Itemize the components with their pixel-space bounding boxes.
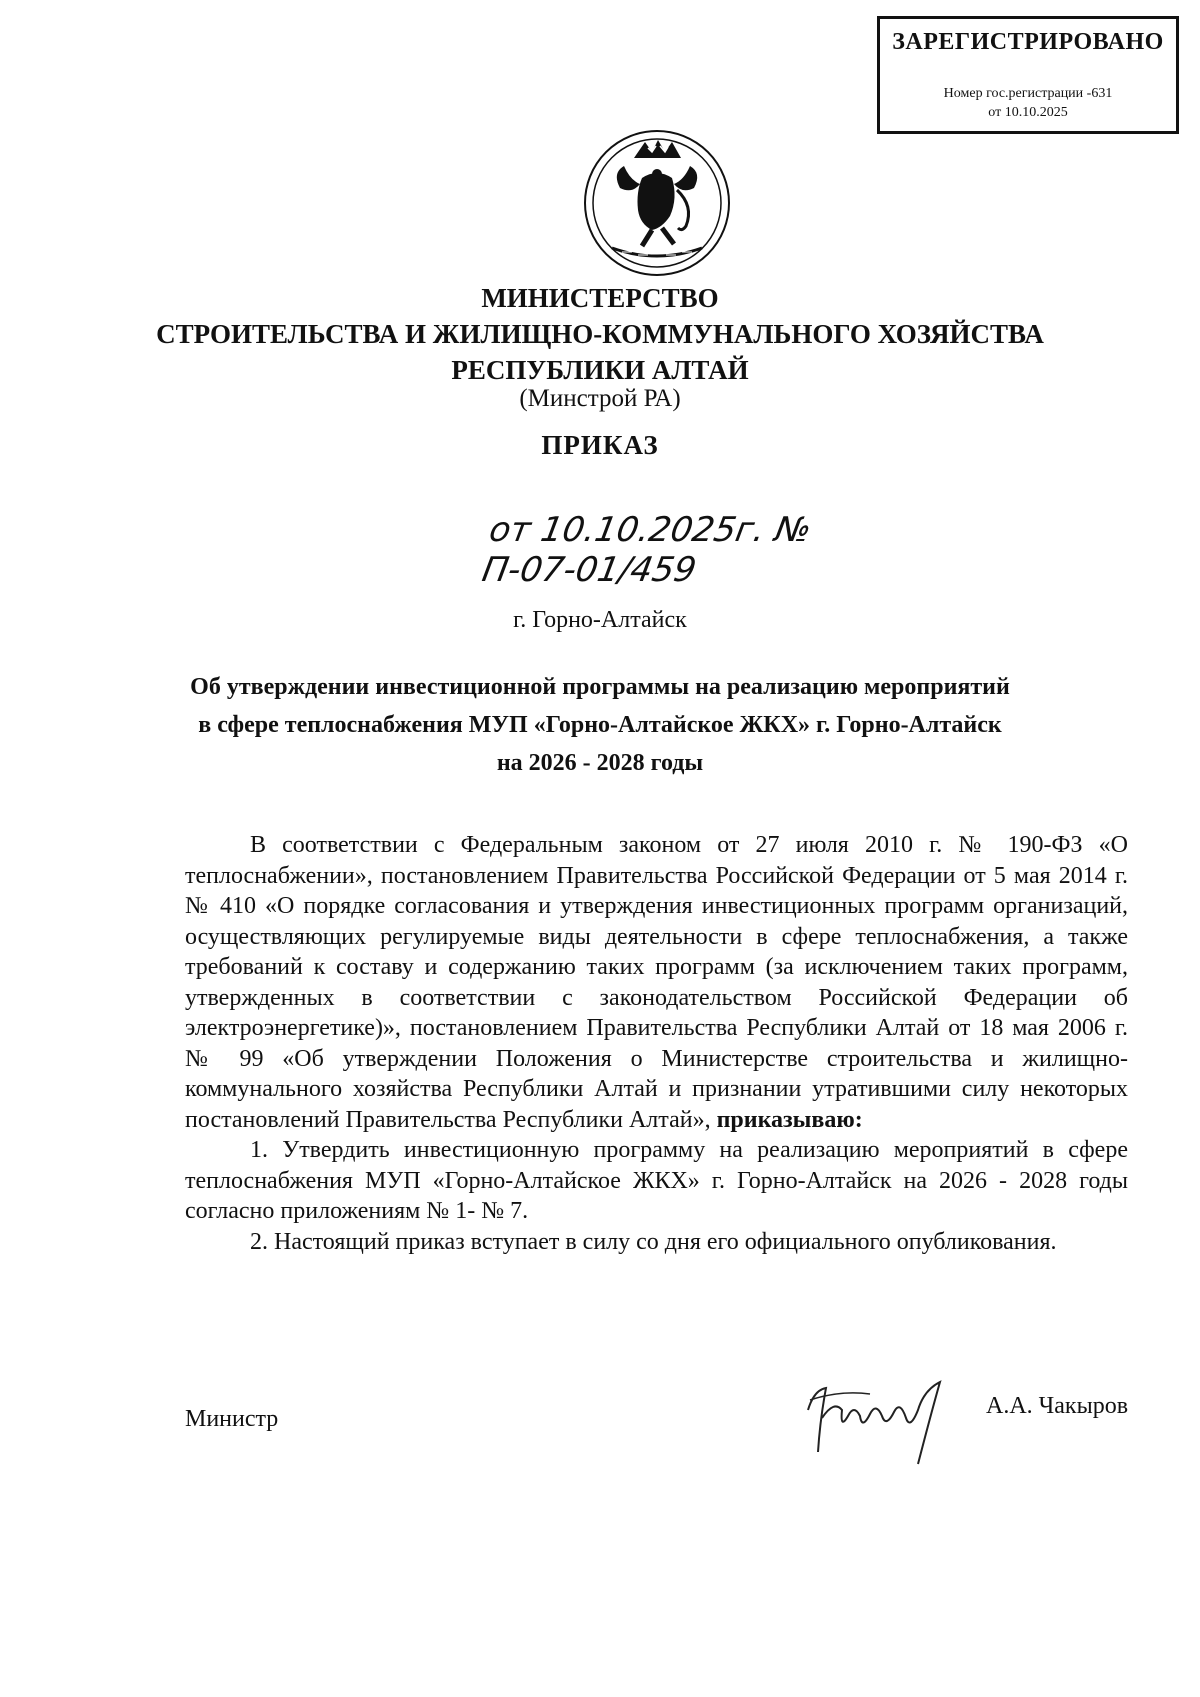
registration-stamp-title: ЗАРЕГИСТРИРОВАНО [892,29,1164,55]
order-title-line2: в сфере теплоснабжения МУП «Горно-Алтайское ЖКХ» г. Горно-Алтайск [198,712,1002,738]
registration-number: Номер гос.регистрации -631 [943,86,1113,101]
ministry-name-line3: РЕСПУБЛИКИ АЛТАЙ [451,355,749,385]
signatory-name: А.А. Чакыров [986,1393,1129,1419]
registration-stamp [877,16,1179,134]
order-date-number: от 10.10.2025г. № П-07-01/459 [479,510,815,590]
ministry-name-line2: СТРОИТЕЛЬСТВА И ЖИЛИЩНО-КОММУНАЛЬНОГО ХОЗЯЙСТВА [156,319,1044,349]
order-title-line3: на 2026 - 2028 годы [496,750,704,776]
order-body [185,830,1128,1257]
city-name: г. Горно-Алтайск [513,607,687,633]
registration-date: от 10.10.2025 [988,105,1068,120]
document-type: ПРИКАЗ [541,430,659,460]
handwritten-signature [800,1360,970,1470]
ministry-abbreviation: (Минстрой РА) [519,385,681,412]
order-title-line1: Об утверждении инвестиционной программы на реализацию мероприятий [190,674,1010,700]
signatory-position: Министр [185,1406,279,1432]
command-word: приказываю: [716,1106,863,1133]
order-item-1: 1. Утвердить инвестиционную программу на реализацию мероприятий в сфере теплоснабжения МУП «Горно-Алтайское ЖКХ» г. Горно-Алтайск на 2026 - 2028 годы согласно приложениям № 1- № 7. [185,1137,1128,1224]
coat-of-arms-emblem [582,128,732,278]
ministry-name-line1: МИНИСТЕРСТВО [481,283,719,313]
order-item-2: 2. Настоящий приказ вступает в силу со дня его официального опубликования. [250,1228,1057,1255]
preamble-paragraph [185,830,1128,1135]
preamble-text: В соответствии с Федеральным законом от 27 июля 2010 г. № 190-ФЗ «О теплоснабжении», постановлением Правительства Российской Федерации от 5 мая 2014 г. № 410 «О порядке согласования и утверждения инвестиционных программ организаций, осуществляющих регулируемые виды деятельности в сфере теплоснабжения, а также требований к составу и содержанию таких программ (за исключением таких программ, утвержденных в соответствии с законодательством Российской Федерации об электроэнергетике)», постановлением Правительства Республики Алтай от 18 мая 2006 г. № 99 «Об утверждении Положения о Министерстве строительства и жилищно-коммунального хозяйства Республики Алтай и признании утратившими силу некоторых постановлений Правительства Республики Алтай», [185,832,1128,1133]
